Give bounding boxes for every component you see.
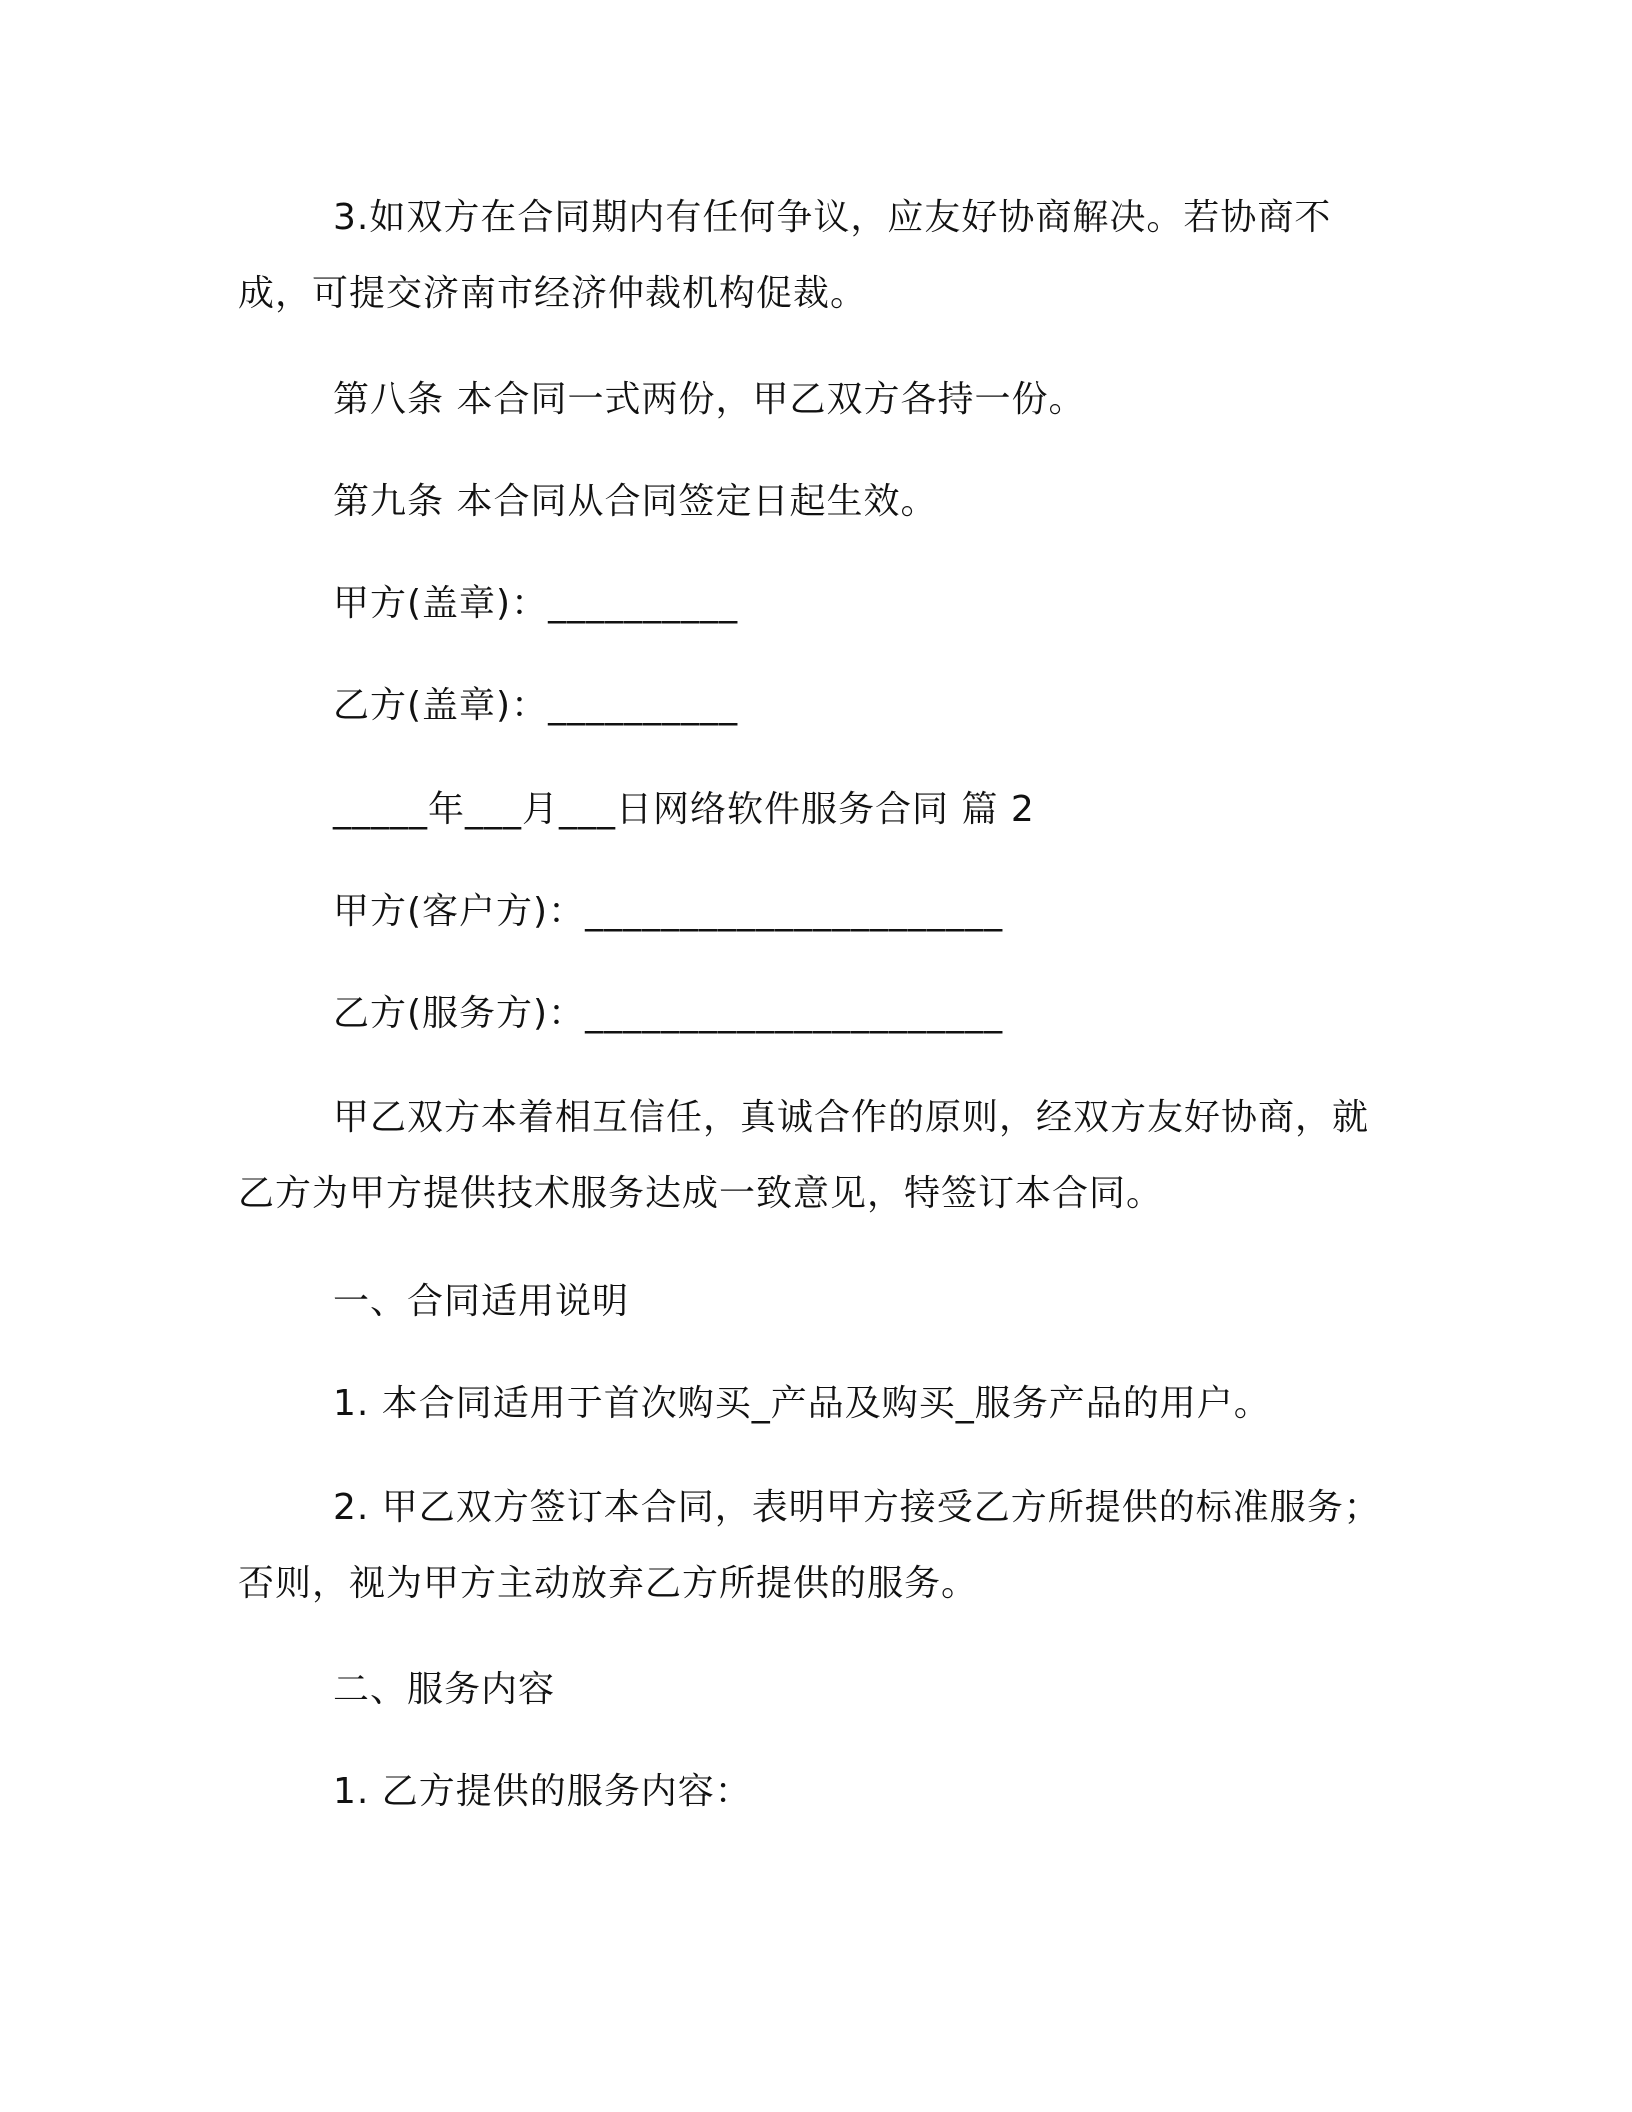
service-content-item-1: 1. 乙方提供的服务内容：	[333, 1771, 752, 1812]
clause-article-eight: 第八条 本合同一式两份，甲乙双方各持一份。	[333, 379, 1086, 420]
section-heading-service-content: 二、服务内容	[333, 1669, 556, 1710]
applicability-item-2: 2. 甲乙双方签订本合同，表明甲方接受乙方所提供的标准服务；否则，视为甲方主动放弃乙方所提供的服务。	[238, 1487, 1381, 1604]
party-b-provider-line: 乙方(服务方)：______________________	[333, 993, 1004, 1034]
party-b-seal-line: 乙方(盖章)：__________	[333, 685, 739, 726]
clause-article-nine: 第九条 本合同从合同签定日起生效。	[333, 481, 938, 522]
preamble-paragraph: 甲乙双方本着相互信任，真诚合作的原则，经双方友好协商，就乙方为甲方提供技术服务达成一致意见，特签订本合同。	[238, 1097, 1370, 1214]
section-heading-applicability: 一、合同适用说明	[333, 1281, 630, 1322]
clause-dispute-resolution: 3.如双方在合同期内有任何争议，应友好协商解决。若协商不成，可提交济南市经济仲裁机构促裁。	[238, 197, 1332, 314]
party-a-seal-line: 甲方(盖章)：__________	[333, 583, 739, 624]
date-and-contract-title: _____年___月___日网络软件服务合同 篇 2	[333, 789, 1035, 830]
applicability-item-1: 1. 本合同适用于首次购买_产品及购买_服务产品的用户。	[333, 1383, 1271, 1424]
party-a-client-line: 甲方(客户方)：______________________	[333, 891, 1004, 932]
